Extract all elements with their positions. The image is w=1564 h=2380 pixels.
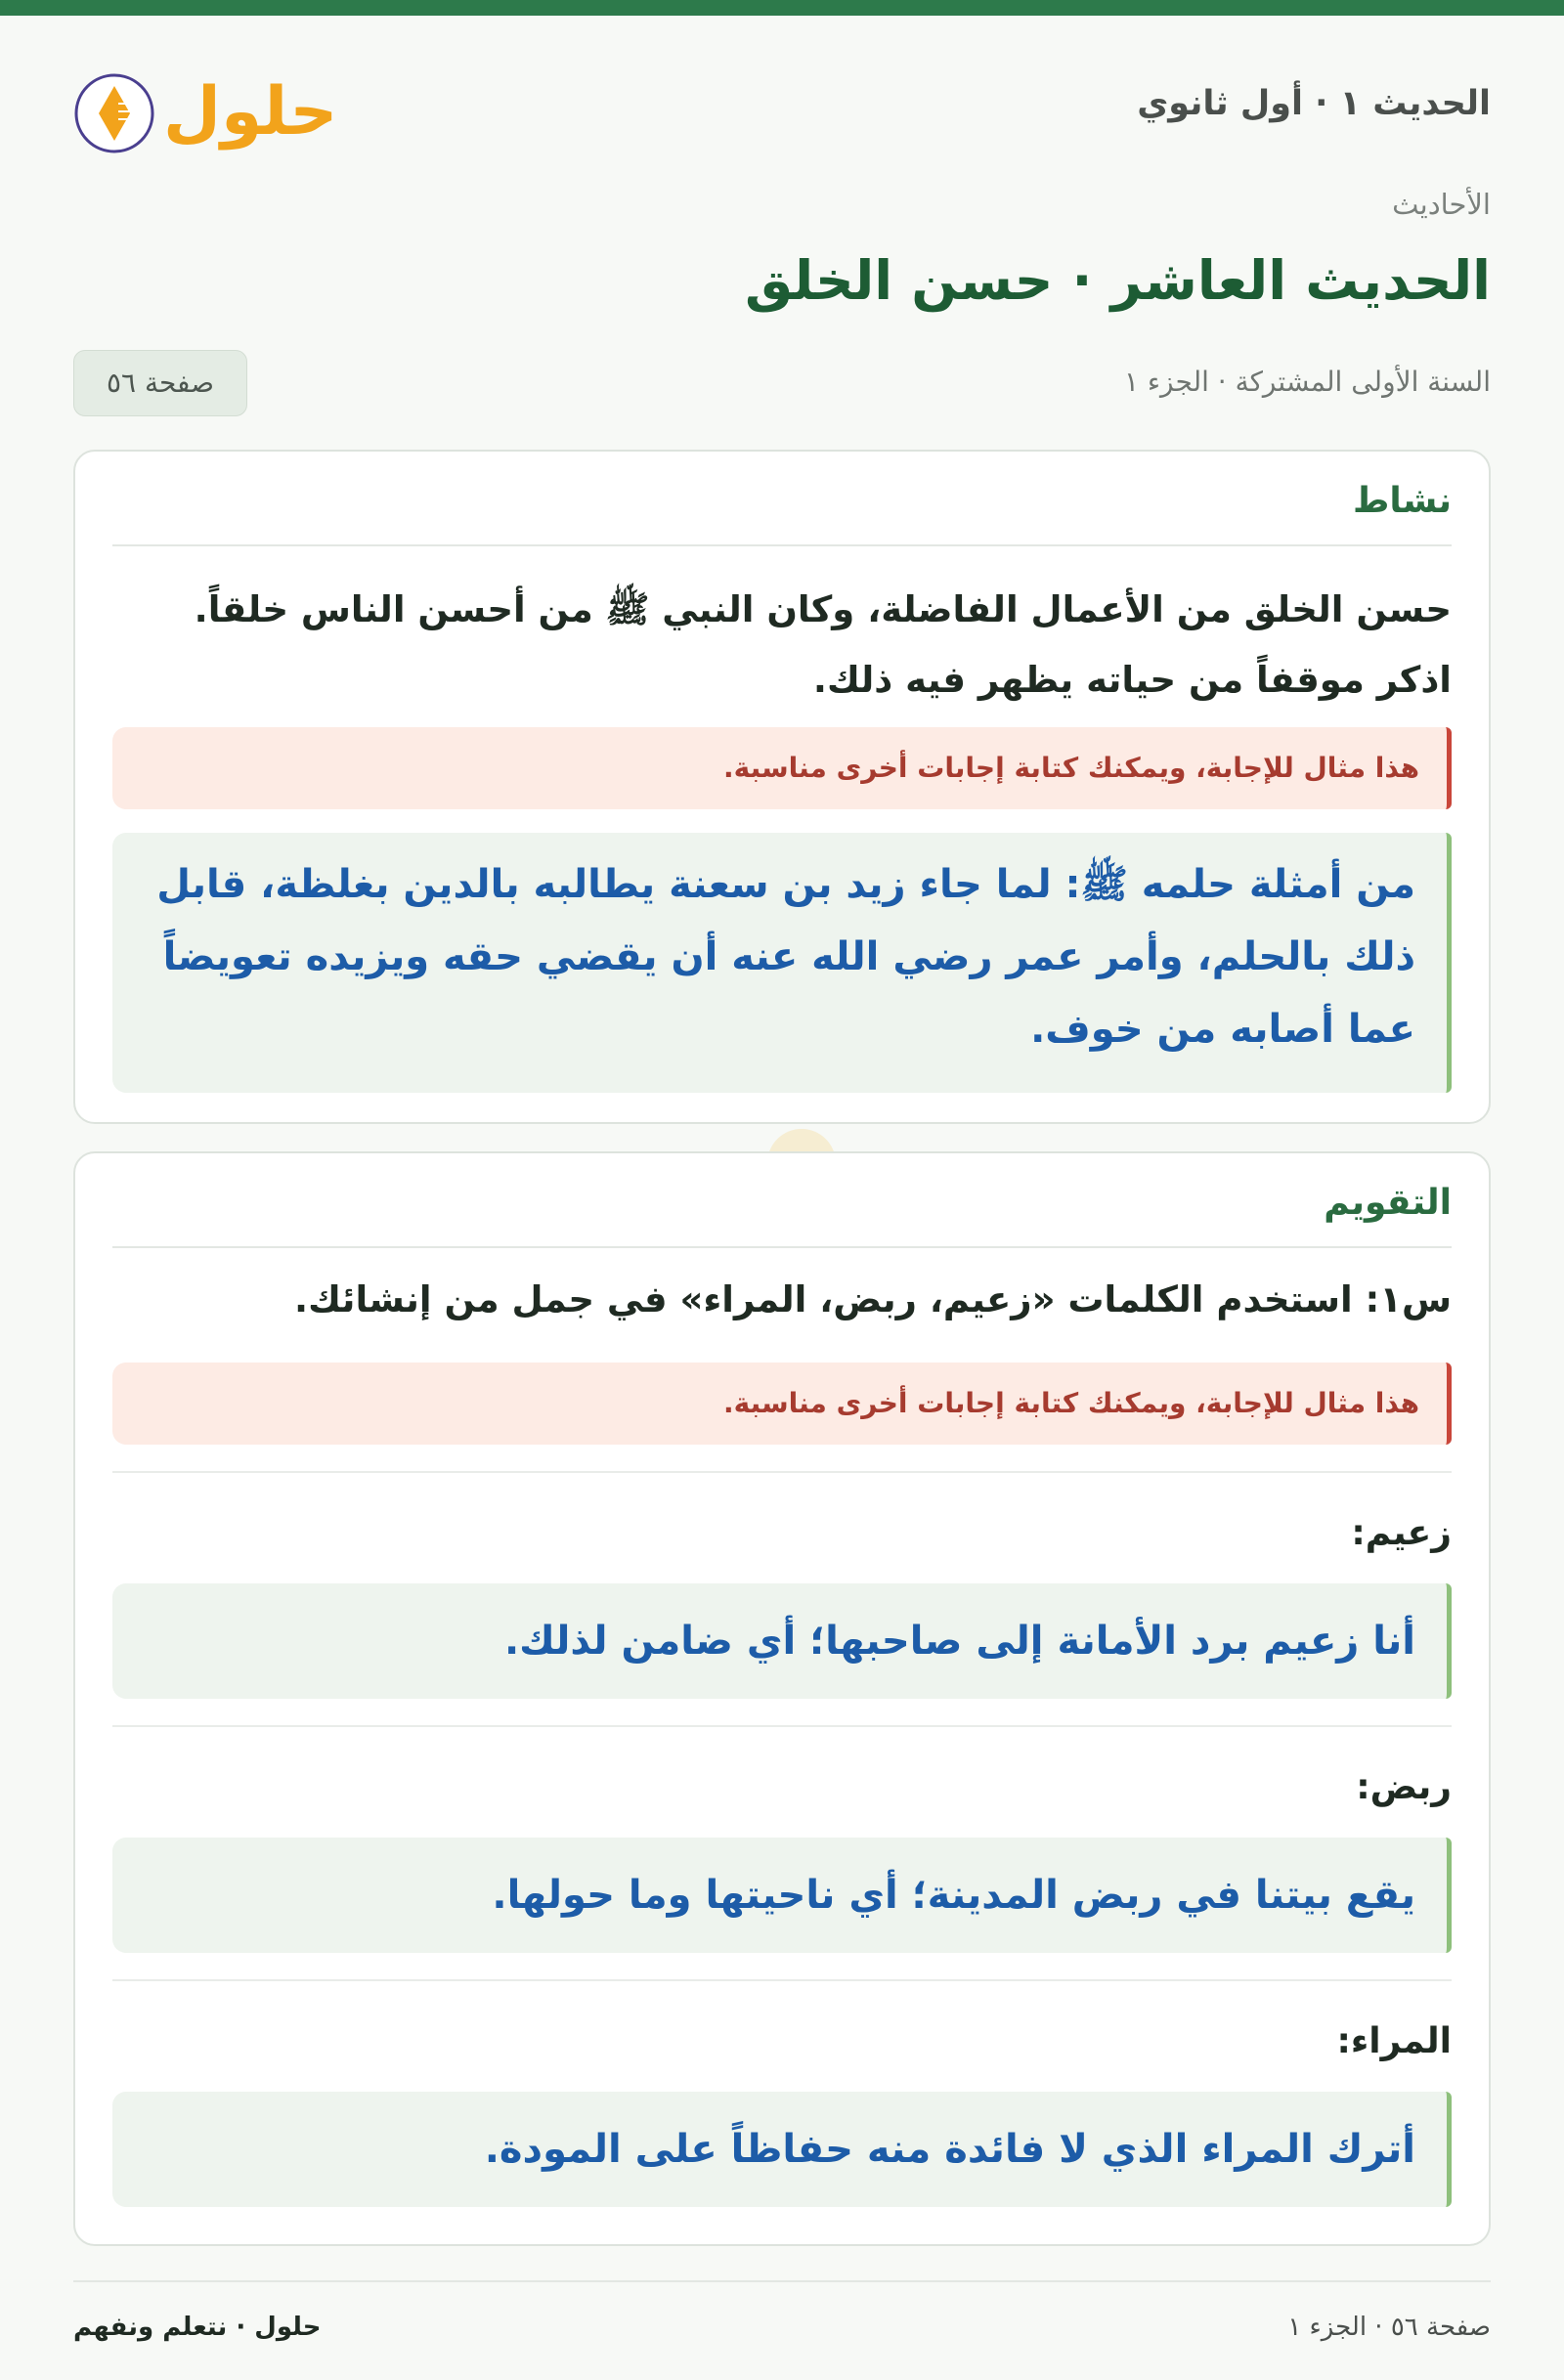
brand-logo[interactable]: [73, 65, 338, 162]
logo-text: حلول: [163, 73, 338, 151]
top-accent-bar: [0, 0, 1564, 16]
term-answer: أترك المراء الذي لا فائدة منه حفاظاً على المودة.: [112, 2092, 1452, 2207]
activity-question: [112, 575, 1452, 715]
activity-answer: من أمثلة حلمه ﷺ: لما جاء زيد بن سعنة يطالبه بالدين بغلظة، قابل ذلك بالحلم، وأمر عمر رضي الله عنه أن يقضي حقه ويزيده تعويضاً عما أصابه من خوف.: [112, 833, 1452, 1093]
footer-page-info: صفحة ٥٦ · الجزء ١: [1287, 2313, 1491, 2342]
divider: [112, 1246, 1452, 1248]
activity-question-line: حسن الخلق من الأعمال الفاضلة، وكان النبي ﷺ من أحسن الناس خلقاً.: [194, 588, 1452, 630]
footer-divider: [73, 2280, 1491, 2282]
evaluation-title: التقويم: [1324, 1183, 1452, 1223]
divider: [112, 1725, 1452, 1727]
term-label: زعيم:: [1351, 1513, 1452, 1553]
page-meta: السنة الأولى المشتركة · الجزء ١: [1123, 366, 1491, 398]
page-header: [73, 55, 1491, 162]
footer-brand: حلول · نتعلم ونفهم: [73, 2313, 322, 2342]
term-label: المراء:: [1336, 2021, 1452, 2061]
evaluation-card: [73, 1151, 1491, 2246]
term-answer: يقع بيتنا في ربض المدينة؛ أي ناحيتها وما حولها.: [112, 1838, 1452, 1953]
term-label: ربض:: [1356, 1767, 1452, 1807]
activity-question-line: اذكر موقفاً من حياته يظهر فيه ذلك.: [812, 659, 1452, 701]
activity-card: [73, 450, 1491, 1124]
divider: [112, 544, 1452, 546]
page-number-badge: صفحة ٥٦: [73, 350, 247, 416]
sample-answer-note: هذا مثال للإجابة، ويمكنك كتابة إجابات أخرى مناسبة.: [112, 727, 1452, 809]
divider: [112, 1979, 1452, 1981]
page-title: الحديث العاشر · حسن الخلق: [744, 249, 1491, 312]
header-title: الحديث ١ · أول ثانوي: [1137, 84, 1491, 123]
activity-title: نشاط: [1352, 481, 1452, 521]
evaluation-question: س١: استخدم الكلمات «زعيم، ربض، المراء» في جمل من إنشائك.: [294, 1278, 1452, 1320]
divider: [112, 1471, 1452, 1473]
term-answer: أنا زعيم برد الأمانة إلى صاحبها؛ أي ضامن لذلك.: [112, 1583, 1452, 1699]
breadcrumb[interactable]: الأحاديث: [1392, 188, 1491, 221]
sample-answer-note: هذا مثال للإجابة، ويمكنك كتابة إجابات أخرى مناسبة.: [112, 1363, 1452, 1445]
